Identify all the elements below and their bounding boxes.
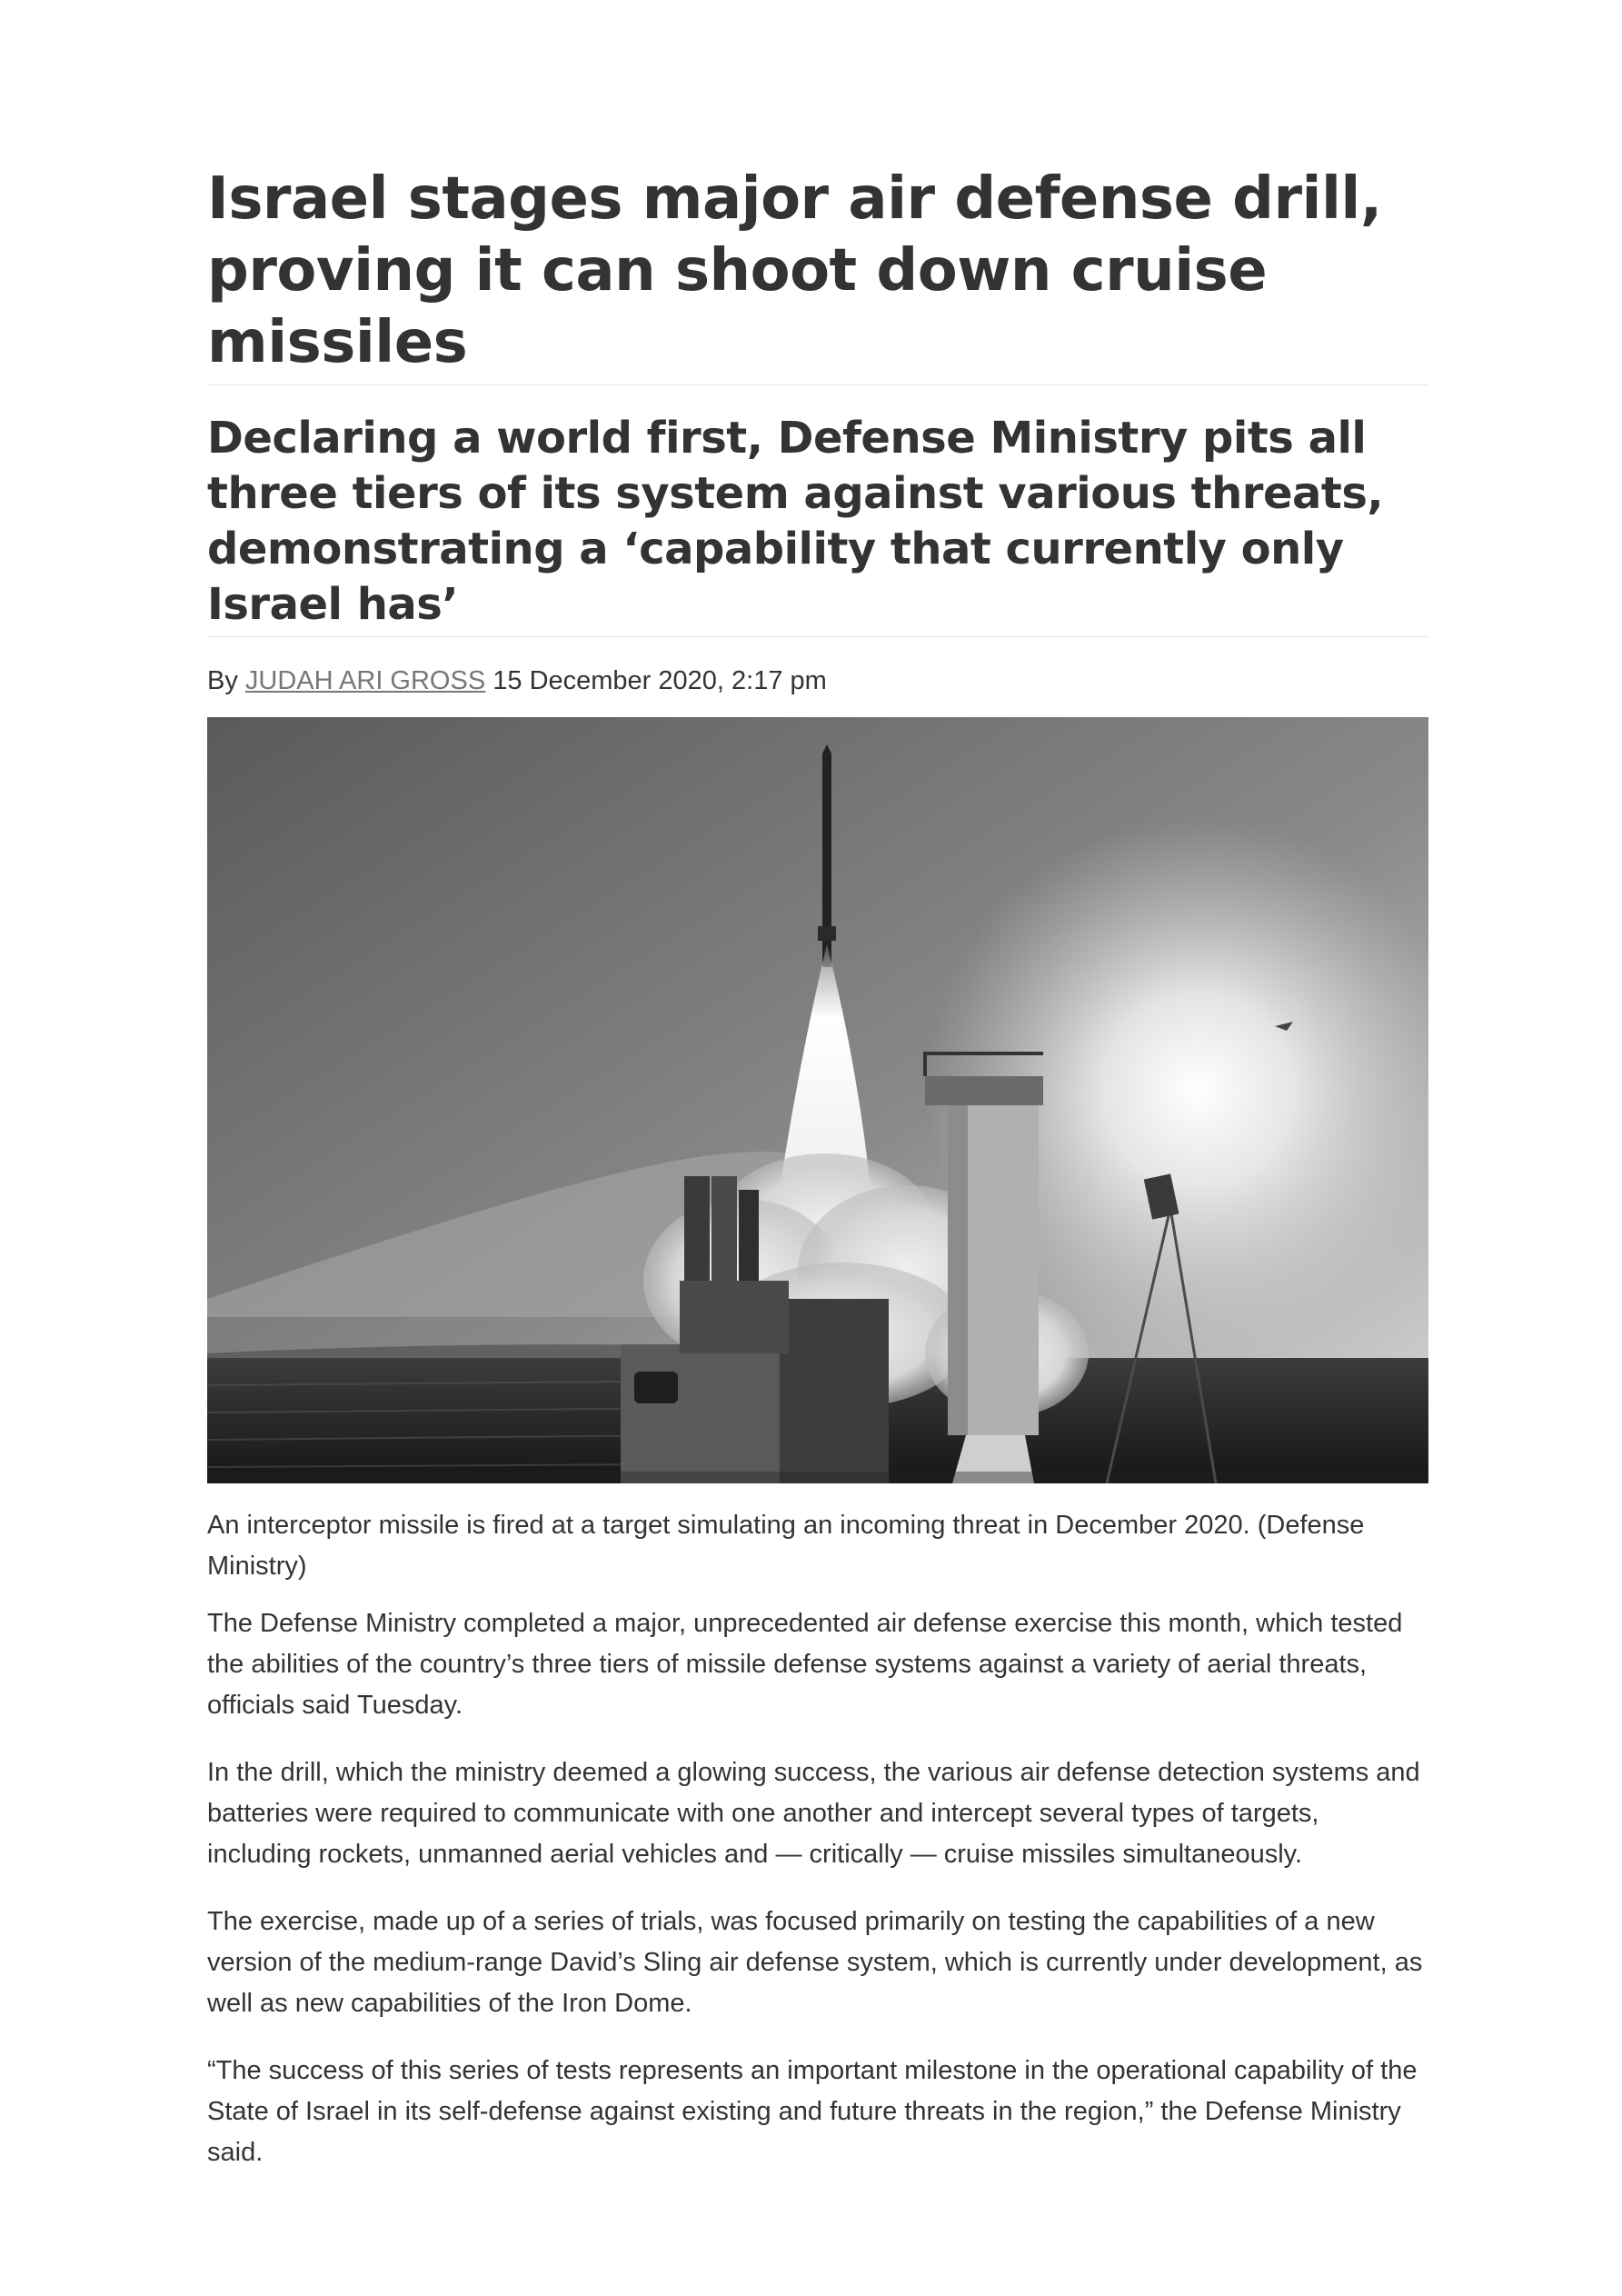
article-photo [207,717,1428,1483]
author-link[interactable]: JUDAH ARI GROSS [244,666,486,695]
publish-date: 15 December 2020, 2:17 pm [493,666,827,695]
byline-prefix: By [207,666,238,695]
article [207,164,1428,2200]
body-paragraph: “The success of this series of tests represents an important milestone in the operational capability of the State of Israel in its self-defense against existing and future threats in the region,” the Defense Ministry said. [207,2056,1418,2167]
subheadline: Declaring a world first, Defense Ministry pits all three tiers of its system against various threats, demonstrating a ‘capability that currently only Israel has’ [207,411,1428,637]
headline: Israel stages major air defense drill, proving it can shoot down cruise missiles [207,164,1428,385]
image-caption: An interceptor missile is fired at a target simulating an incoming threat in December 2020. (Defense Ministry) [207,1511,1365,1581]
body-paragraph: The Defense Ministry completed a major, unprecedented air defense exercise this month, which tested the abilities of the country’s three tiers of missile defense systems against a variety of aerial threats, officials said Tuesday. [207,1609,1403,1720]
body-paragraph: The exercise, made up of a series of trials, was focused primarily on testing the capabilities of a new version of the medium-range David’s Sling air defense system, which is currently under development, as well as new capabilities of the Iron Dome. [207,1907,1423,2018]
body-paragraph: In the drill, which the ministry deemed a glowing success, the various air defense detection systems and batteries were required to communicate with one another and intercept several types of targets, including rockets, unmanned aerial vehicles and — critically — cruise missiles simultaneously. [207,1758,1420,1869]
byline [207,663,1428,699]
